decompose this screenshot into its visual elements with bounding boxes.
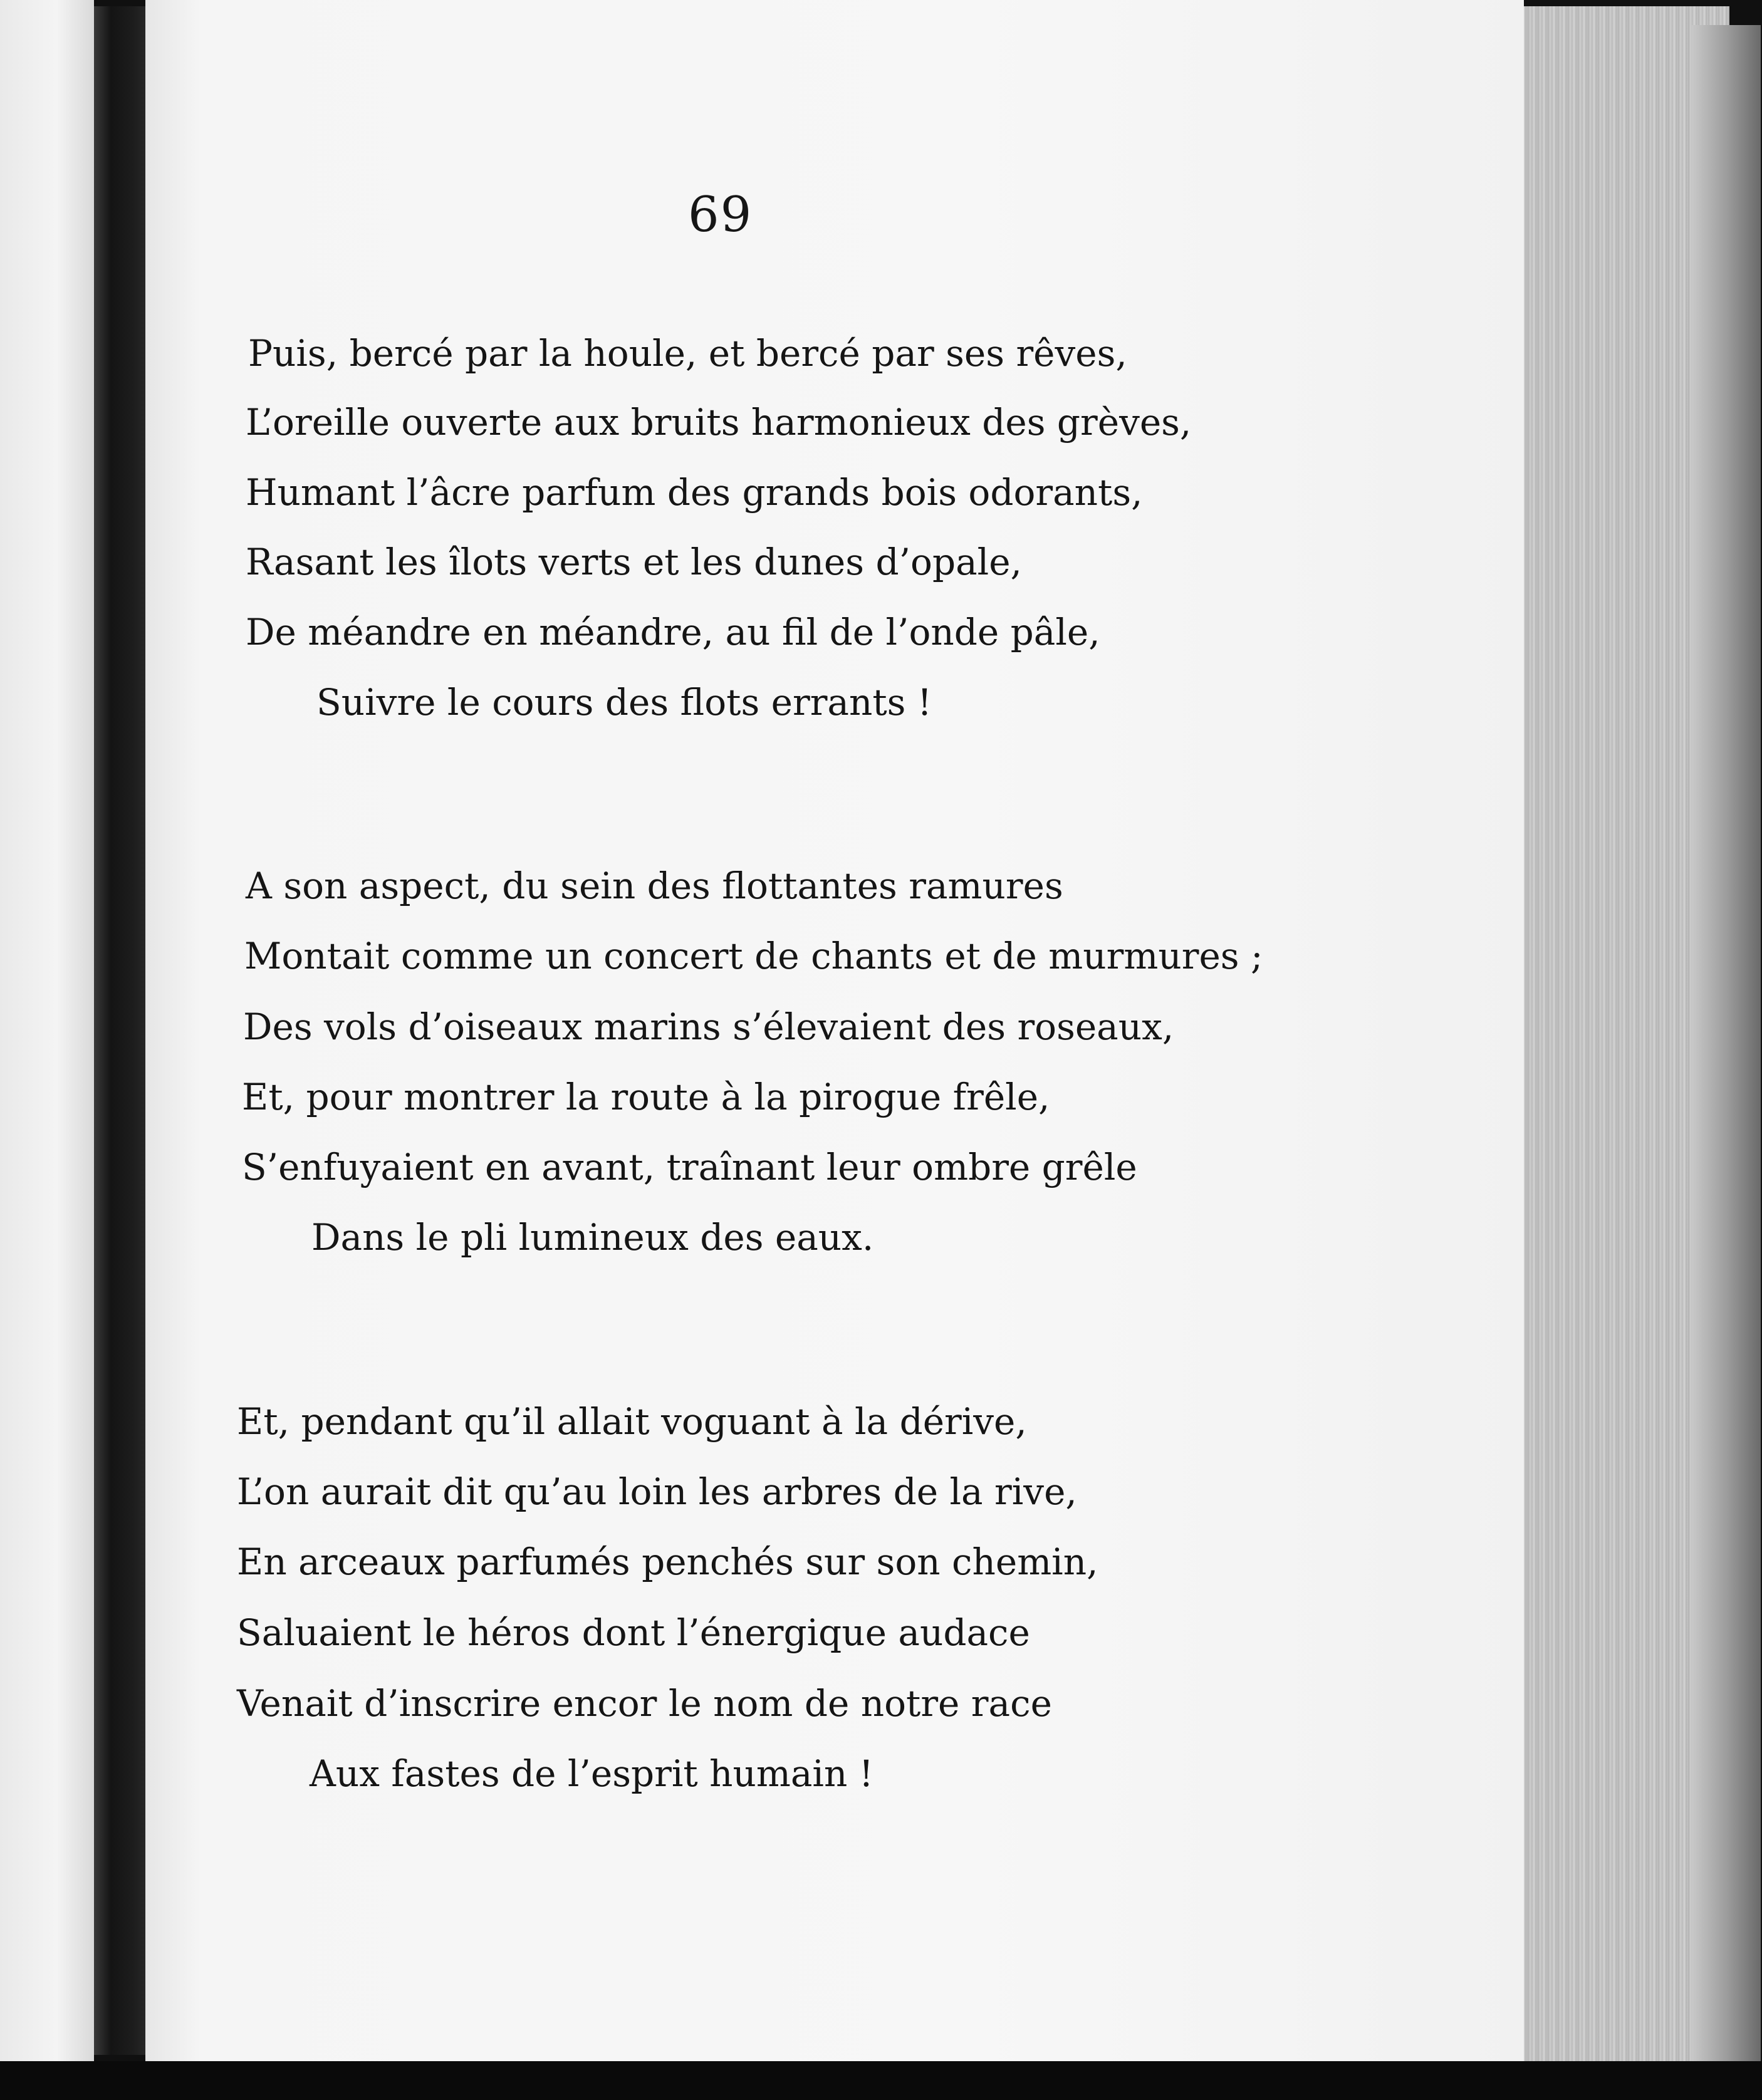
poem-line: Venait d’inscrire encor le nom de notre race [237,1682,1052,1725]
poem-line: Humant l’âcre parfum des grands bois odorants, [246,471,1143,514]
poem-line: S’enfuyaient en avant, traînant leur ombre grêle [242,1146,1137,1188]
poem-line: L’oreille ouverte aux bruits harmonieux des grèves, [246,401,1192,444]
poem-line: Puis, bercé par la houle, et bercé par ses rêves, [248,332,1127,375]
poem-line: Et, pour montrer la route à la pirogue frêle, [242,1076,1050,1118]
scan-bottom-border [0,2061,1762,2100]
poem-line: A son aspect, du sein des flottantes ramures [246,865,1063,907]
poem-line: Montait comme un concert de chants et de murmures ; [244,935,1263,977]
poem-line: Saluaient le héros dont l’énergique audace [237,1611,1030,1654]
poem-line: Rasant les îlots verts et les dunes d’opale, [246,541,1022,583]
facing-page-edge [0,0,94,2100]
poem-line: De méandre en méandre, au fil de l’onde pâle, [246,611,1100,653]
poem-line: Aux fastes de l’esprit humain ! [310,1752,874,1795]
poem-line: L’on aurait dit qu’au loin les arbres de la rive, [237,1470,1077,1513]
poem-line: Des vols d’oiseaux marins s’élevaient des roseaux, [243,1006,1174,1048]
page-edges-shadow [1692,25,1761,2067]
page-number: 69 [688,187,753,243]
book-spine [94,6,150,2055]
poem-line: Suivre le cours des flots errants ! [316,681,932,724]
poem-line: Dans le pli lumineux des eaux. [311,1216,874,1259]
poem-line: Et, pendant qu’il allait voguant à la dérive, [237,1400,1027,1443]
poem-line: En arceaux parfumés penchés sur son chemin, [237,1541,1098,1583]
